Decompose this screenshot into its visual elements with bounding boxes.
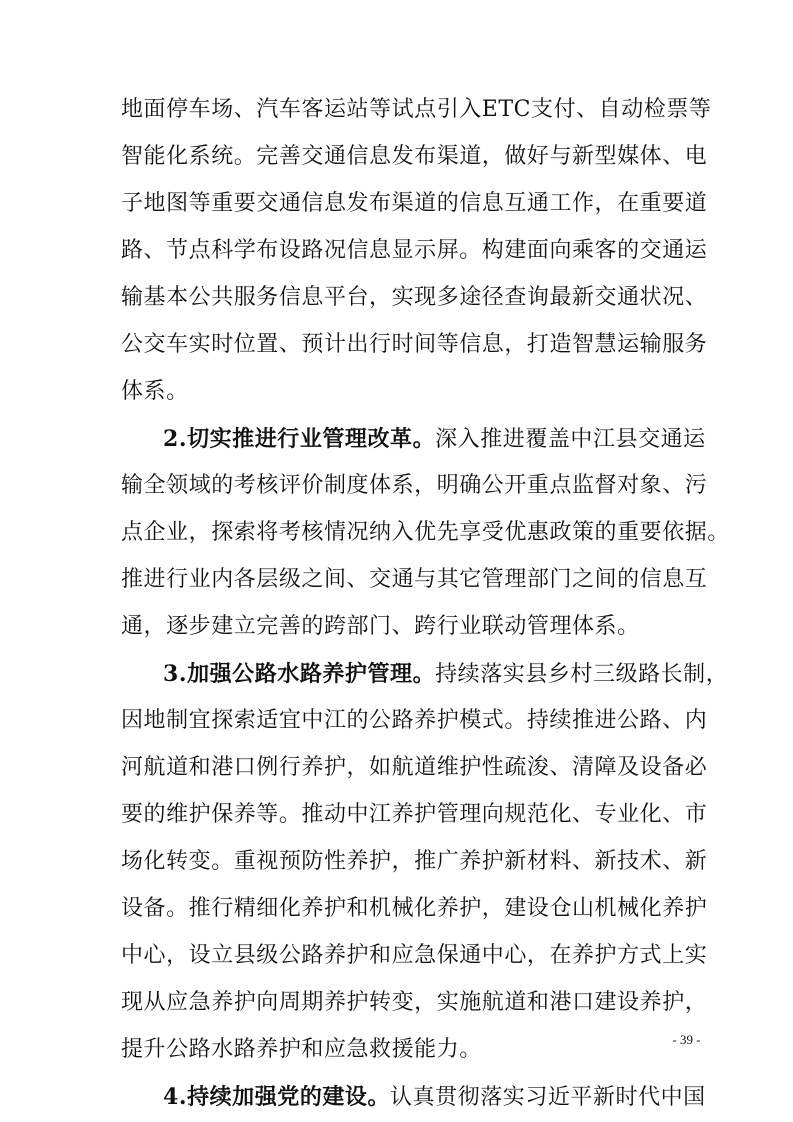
section-3-heading: 3.加强公路水路养护管理。 — [163, 661, 436, 687]
paragraph-line: 路、节点科学布设路况信息显示屏。构建面向乘客的交通运 — [121, 238, 708, 263]
paragraph-line: 体系。 — [121, 379, 189, 404]
paragraph-line: 中心，设立县级公路养护和应急保通中心，在养护方式上实 — [121, 943, 708, 968]
paragraph-line: 现从应急养护向周期养护转变，实施航道和港口建设养护， — [121, 990, 708, 1015]
paragraph-line: 场化转变。重视预防性养护，推广养护新材料、新技术、新 — [121, 849, 708, 874]
paragraph-line: 智能化系统。完善交通信息发布渠道，做好与新型媒体、电 — [121, 144, 708, 169]
paragraph-line: 子地图等重要交通信息发布渠道的信息互通工作，在重要道 — [121, 191, 708, 216]
section-2-first-line — [163, 424, 706, 454]
section-2-text: 深入推进覆盖中江县交通运 — [435, 427, 706, 452]
paragraph-line: 点企业，探索将考核情况纳入优先享受优惠政策的重要依据。 — [121, 520, 730, 545]
section-3-first-line — [163, 659, 728, 689]
paragraph-line: 要的维护保养等。推动中江养护管理向规范化、专业化、市 — [121, 802, 708, 827]
section-4-text: 认真贯彻落实习近平新时代中国 — [390, 1085, 706, 1110]
paragraph-line: 输全领域的考核评价制度体系，明确公开重点监督对象、污 — [121, 473, 708, 498]
paragraph-line: 通，逐步建立完善的跨部门、跨行业联动管理体系。 — [121, 614, 640, 639]
paragraph-line: 因地制宜探索适宜中江的公路养护模式。持续推进公路、内 — [121, 708, 708, 733]
section-4-heading: 4.持续加强党的建设。 — [163, 1084, 391, 1110]
paragraph-line: 地面停车场、汽车客运站等试点引入ETC支付、自动检票等 — [121, 97, 712, 122]
paragraph-line: 公交车实时位置、预计出行时间等信息，打造智慧运输服务 — [121, 332, 708, 357]
paragraph-line: 输基本公共服务信息平台，实现多途径查询最新交通状况、 — [121, 285, 708, 310]
section-2-heading: 2.切实推进行业管理改革。 — [163, 426, 436, 452]
paragraph-line: 提升公路水路养护和应急救援能力。 — [121, 1037, 482, 1062]
section-4-first-line — [163, 1082, 706, 1112]
paragraph-line: 设备。推行精细化养护和机械化养护，建设仓山机械化养护 — [121, 896, 708, 921]
page-number: - 39 - — [672, 1032, 701, 1047]
paragraph-line: 推进行业内各层级之间、交通与其它管理部门之间的信息互 — [121, 567, 708, 592]
section-3-text: 持续落实县乡村三级路长制， — [435, 662, 729, 687]
paragraph-line: 河航道和港口例行养护，如航道维护性疏浚、清障及设备必 — [121, 755, 708, 780]
